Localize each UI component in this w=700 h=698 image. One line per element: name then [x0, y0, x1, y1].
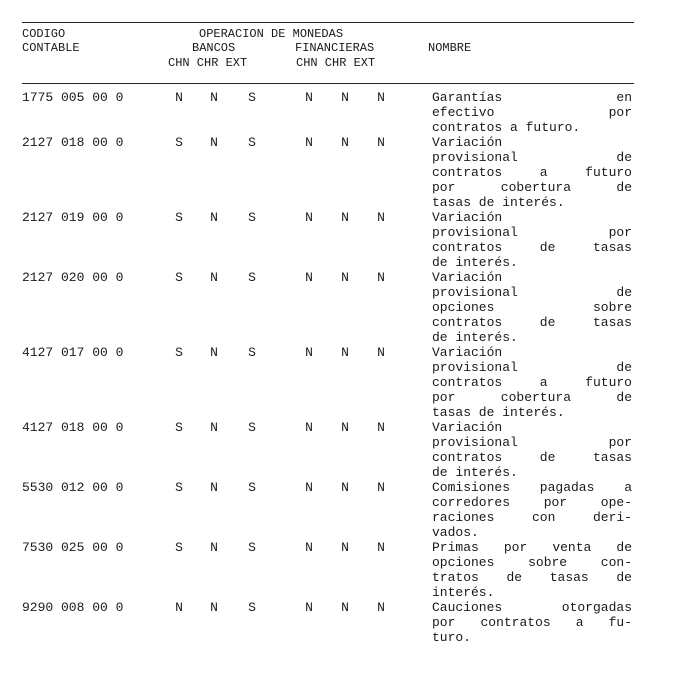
account-name-line: provisional por — [432, 225, 632, 240]
account-name-line: de interés. — [432, 330, 518, 345]
account-name-line: tratos de tasas de — [432, 570, 632, 585]
flag-bancos-chn: S — [175, 210, 183, 225]
flag-bancos-chn: S — [175, 345, 183, 360]
account-name-line: por cobertura de — [432, 390, 632, 405]
account-name-line: provisional de — [432, 150, 632, 165]
account-code: 5530 012 00 0 — [22, 480, 124, 495]
account-name-line: Variación — [432, 135, 503, 150]
flag-financieras-chr: N — [341, 135, 349, 150]
flag-bancos-chn: S — [175, 270, 183, 285]
account-code: 9290 008 00 0 — [22, 600, 124, 615]
flag-financieras-chn: N — [305, 210, 313, 225]
flag-bancos-chn: S — [175, 135, 183, 150]
header-codigo: CODIGO — [22, 27, 66, 41]
account-name-line: Variación — [432, 210, 503, 225]
flag-bancos-chr: N — [210, 90, 218, 105]
flag-bancos-chr: N — [210, 270, 218, 285]
flag-bancos-ext: S — [248, 480, 256, 495]
header-financieras-cols: CHN CHR EXT — [296, 56, 376, 70]
account-code: 2127 018 00 0 — [22, 135, 124, 150]
flag-financieras-ext: N — [377, 540, 385, 555]
flag-financieras-chr: N — [341, 600, 349, 615]
flag-bancos-ext: S — [248, 135, 256, 150]
flag-bancos-ext: S — [248, 540, 256, 555]
account-name-line: contratos de tasas — [432, 450, 632, 465]
flag-financieras-ext: N — [377, 210, 385, 225]
account-code: 4127 018 00 0 — [22, 420, 124, 435]
flag-financieras-chr: N — [341, 420, 349, 435]
account-code: 1775 005 00 0 — [22, 90, 124, 105]
account-name-line: de interés. — [432, 255, 518, 270]
flag-financieras-chn: N — [305, 90, 313, 105]
account-name-line: Garantías en — [432, 90, 632, 105]
flag-financieras-chn: N — [305, 345, 313, 360]
header-nombre: NOMBRE — [428, 41, 472, 55]
flag-financieras-chr: N — [341, 480, 349, 495]
flag-financieras-chn: N — [305, 540, 313, 555]
account-name-line: por cobertura de — [432, 180, 632, 195]
flag-bancos-ext: S — [248, 90, 256, 105]
account-name-line: por contratos a fu- — [432, 615, 632, 630]
account-code: 4127 017 00 0 — [22, 345, 124, 360]
header-rule — [22, 83, 634, 84]
account-name-line: Variación — [432, 420, 503, 435]
account-name-line: vados. — [432, 525, 479, 540]
account-name-line: tasas de interés. — [432, 195, 565, 210]
account-name-line: efectivo por — [432, 105, 632, 120]
flag-bancos-ext: S — [248, 345, 256, 360]
account-name-line: tasas de interés. — [432, 405, 565, 420]
account-name-line: contratos de tasas — [432, 240, 632, 255]
account-name-line: Comisiones pagadas a — [432, 480, 632, 495]
flag-financieras-chr: N — [341, 210, 349, 225]
flag-financieras-chr: N — [341, 90, 349, 105]
flag-financieras-chr: N — [341, 270, 349, 285]
account-name — [432, 540, 632, 600]
flag-bancos-ext: S — [248, 270, 256, 285]
flag-financieras-ext: N — [377, 270, 385, 285]
flag-bancos-chr: N — [210, 600, 218, 615]
flag-financieras-ext: N — [377, 600, 385, 615]
account-name — [432, 270, 632, 345]
account-name-line: de interés. — [432, 465, 518, 480]
flag-financieras-ext: N — [377, 480, 385, 495]
flag-bancos-chr: N — [210, 420, 218, 435]
account-name — [432, 210, 632, 270]
flag-financieras-chr: N — [341, 345, 349, 360]
account-name — [432, 90, 632, 135]
account-name-line: provisional de — [432, 285, 632, 300]
flag-financieras-ext: N — [377, 345, 385, 360]
flag-financieras-chn: N — [305, 600, 313, 615]
top-rule — [22, 22, 634, 23]
account-code: 2127 019 00 0 — [22, 210, 124, 225]
header-financieras: FINANCIERAS — [295, 41, 375, 55]
flag-bancos-chr: N — [210, 540, 218, 555]
account-name-line: raciones con deri- — [432, 510, 632, 525]
account-name-line: corredores por ope- — [432, 495, 632, 510]
account-name-line: provisional por — [432, 435, 632, 450]
flag-bancos-ext: S — [248, 600, 256, 615]
flag-financieras-chn: N — [305, 270, 313, 285]
account-name-line: Primas por venta de — [432, 540, 632, 555]
account-name — [432, 135, 632, 210]
flag-bancos-chn: S — [175, 480, 183, 495]
flag-financieras-chr: N — [341, 540, 349, 555]
header-operacion: OPERACION DE MONEDAS — [199, 27, 344, 41]
account-name-line: interés. — [432, 585, 495, 600]
flag-financieras-chn: N — [305, 135, 313, 150]
flag-financieras-chn: N — [305, 420, 313, 435]
flag-bancos-chr: N — [210, 210, 218, 225]
account-name-line: opciones sobre con- — [432, 555, 632, 570]
account-name — [432, 420, 632, 480]
account-name-line: turo. — [432, 630, 472, 645]
flag-bancos-chr: N — [210, 135, 218, 150]
account-name — [432, 480, 632, 540]
account-name — [432, 600, 632, 645]
account-name — [432, 345, 632, 420]
flag-financieras-ext: N — [377, 135, 385, 150]
header-bancos-cols: CHN CHR EXT — [168, 56, 248, 70]
flag-bancos-chn: N — [175, 90, 183, 105]
flag-bancos-ext: S — [248, 210, 256, 225]
header-contable: CONTABLE — [22, 41, 80, 55]
account-code: 2127 020 00 0 — [22, 270, 124, 285]
header-bancos: BANCOS — [192, 41, 236, 55]
flag-bancos-ext: S — [248, 420, 256, 435]
account-name-line: provisional de — [432, 360, 632, 375]
flag-financieras-chn: N — [305, 480, 313, 495]
account-code: 7530 025 00 0 — [22, 540, 124, 555]
account-name-line: Variación — [432, 270, 503, 285]
flag-bancos-chn: S — [175, 540, 183, 555]
account-name-line: Variación — [432, 345, 503, 360]
flag-bancos-chn: N — [175, 600, 183, 615]
account-name-line: contratos a futuro. — [432, 120, 581, 135]
flag-financieras-ext: N — [377, 420, 385, 435]
account-name-line: contratos a futuro — [432, 375, 632, 390]
account-name-line: contratos de tasas — [432, 315, 632, 330]
flag-bancos-chn: S — [175, 420, 183, 435]
flag-bancos-chr: N — [210, 345, 218, 360]
account-name-line: Cauciones otorgadas — [432, 600, 632, 615]
account-name-line: contratos a futuro — [432, 165, 632, 180]
flag-bancos-chr: N — [210, 480, 218, 495]
flag-financieras-ext: N — [377, 90, 385, 105]
account-name-line: opciones sobre — [432, 300, 632, 315]
